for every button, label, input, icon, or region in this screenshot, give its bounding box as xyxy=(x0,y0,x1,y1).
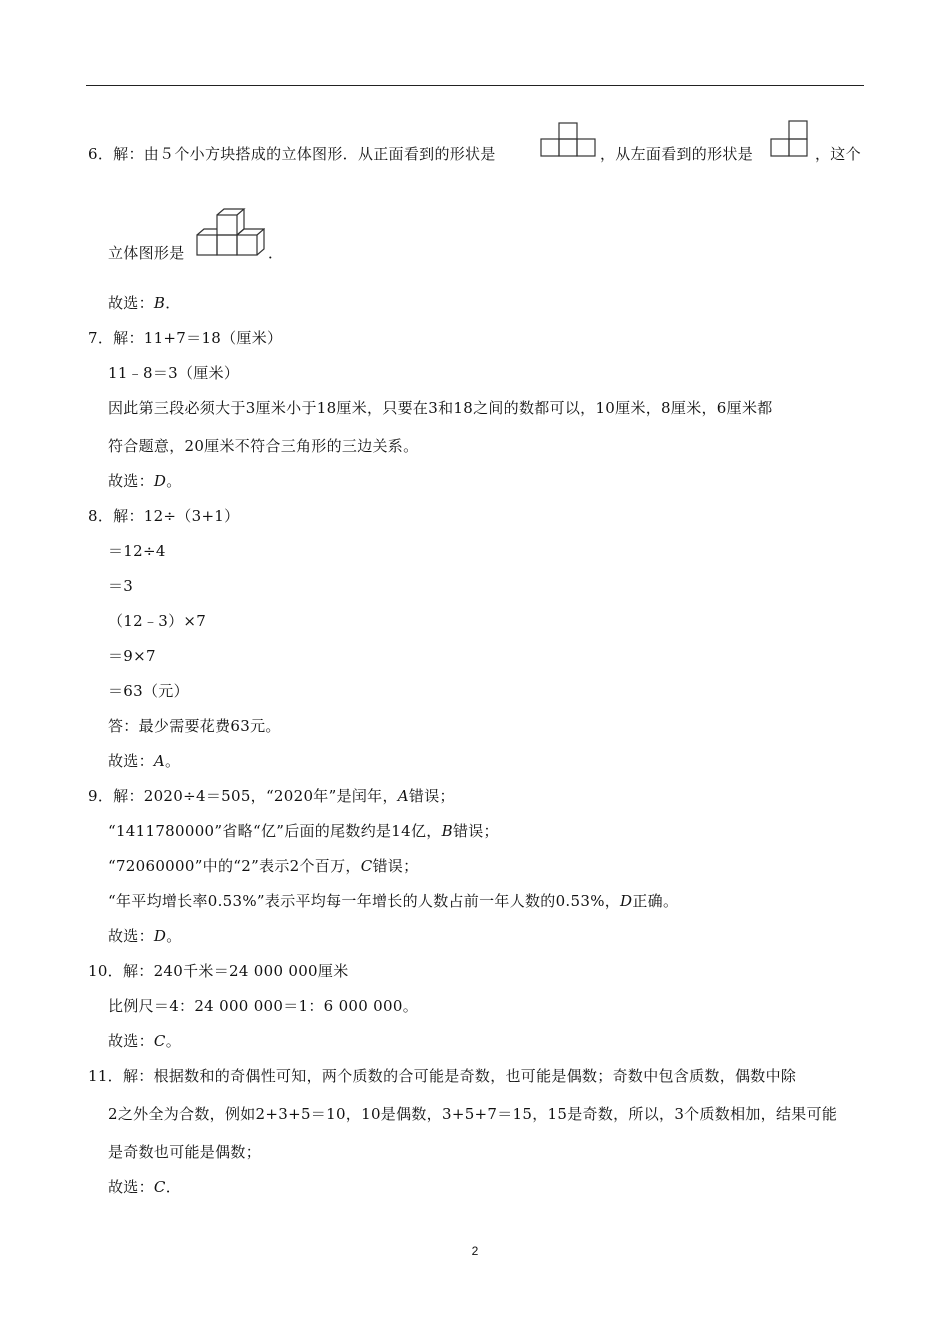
solid-figure-3d xyxy=(195,207,265,259)
q10-line2: 比例尺＝4：24 000 000＝1：6 000 000。 xyxy=(108,997,419,1015)
q6-text-end: ，这个 xyxy=(815,145,861,163)
q6-text-left: ，从左面看到的形状是 xyxy=(600,145,754,163)
front-view-figure xyxy=(540,122,596,158)
q11-answer: 故选：C． xyxy=(108,1178,181,1196)
q9-line2: “1411780000”省略“亿”后面的尾数约是14亿，B错误； xyxy=(108,822,499,840)
q6-text-front: 6．解：由５个小方块搭成的立体图形．从正面看到的形状是 xyxy=(88,145,496,163)
q7-line2: 11﹣8＝3（厘米） xyxy=(108,364,240,382)
q11-line3: 是奇数也可能是偶数； xyxy=(108,1143,262,1161)
q11-line2: 2之外全为合数，例如2+3+5＝10，10是偶数，3+5+7＝15，15是奇数，所以，3个质数相加，结果可能 xyxy=(108,1105,838,1123)
q8-line2: ＝12÷4 xyxy=(108,542,166,560)
q8-line3: ＝3 xyxy=(108,577,134,595)
left-view-figure xyxy=(770,120,808,158)
header-rule xyxy=(86,85,864,86)
q8-line6: ＝63（元） xyxy=(108,682,189,700)
q8-line7: 答：最少需要花费63元。 xyxy=(108,717,281,735)
q7-line3: 因此第三段必须大于3厘米小于18厘米，只要在3和18之间的数都可以，10厘米，8厘米，6厘米都 xyxy=(108,399,773,417)
q9-answer: 故选：D。 xyxy=(108,927,182,945)
q8-line1: 8．解：12÷（3+1） xyxy=(88,507,240,525)
q10-answer: 故选：C。 xyxy=(108,1032,181,1050)
q6-text-period: ． xyxy=(268,244,284,262)
q11-line1: 11．解：根据数和的奇偶性可知，两个质数的合可能是奇数，也可能是偶数；奇数中包含质数，偶数中除 xyxy=(88,1067,797,1085)
q6-line1 xyxy=(88,144,496,164)
q9-line4: “年平均增长率0.53%”表示平均每一年增长的人数占前一年人数的0.53%，D正确。 xyxy=(108,892,679,910)
q6-answer: 故选：B． xyxy=(108,294,181,312)
page-number: 2 xyxy=(471,1244,479,1258)
q7-line1: 7．解：11+7＝18（厘米） xyxy=(88,329,283,347)
q7-answer: 故选：D。 xyxy=(108,472,182,490)
q10-line1: 10．解：240千米＝24 000 000厘米 xyxy=(88,962,349,980)
q7-line4: 符合题意，20厘米不符合三角形的三边关系。 xyxy=(108,437,419,455)
q9-line3: “72060000”中的“2”表示2个百万，C错误； xyxy=(108,857,419,875)
q8-answer: 故选：A。 xyxy=(108,752,181,770)
q9-line1: 9．解：2020÷4＝505，“2020年”是闰年，A错误； xyxy=(88,787,455,805)
q8-line5: ＝9×7 xyxy=(108,647,156,665)
q8-line4: （12﹣3）×7 xyxy=(108,612,207,630)
q6-line2: 立体图形是 xyxy=(108,244,185,262)
